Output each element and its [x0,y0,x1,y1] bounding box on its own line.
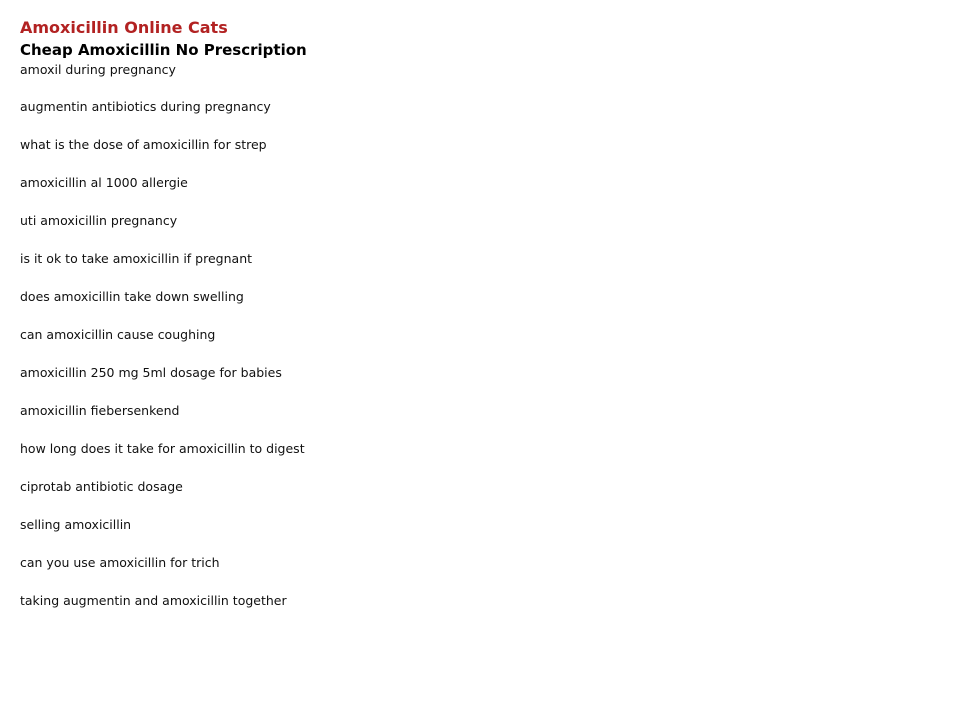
list-item: is it ok to take amoxicillin if pregnant [20,251,253,266]
list-item: what is the dose of amoxicillin for strep [20,137,267,152]
list-item: amoxil during pregnancy [20,62,176,77]
page-content [20,18,920,631]
list-item: can amoxicillin cause coughing [20,327,216,342]
page-subtitle: Cheap Amoxicillin No Prescription [20,41,307,59]
list-item: amoxicillin al 1000 allergie [20,175,188,190]
list-item: can you use amoxicillin for trich [20,555,220,570]
list-item: uti amoxicillin pregnancy [20,213,178,228]
list-item: ciprotab antibiotic dosage [20,479,183,494]
list-item: selling amoxicillin [20,517,132,532]
page-title: Amoxicillin Online Cats [20,18,228,37]
list-item: amoxicillin fiebersenkend [20,403,180,418]
list-item: augmentin antibiotics during pregnancy [20,99,271,114]
link-list [20,62,920,631]
list-item: amoxicillin 250 mg 5ml dosage for babies [20,365,282,380]
list-item: does amoxicillin take down swelling [20,289,244,304]
list-item: how long does it take for amoxicillin to digest [20,441,305,456]
list-item: taking augmentin and amoxicillin together [20,593,287,608]
